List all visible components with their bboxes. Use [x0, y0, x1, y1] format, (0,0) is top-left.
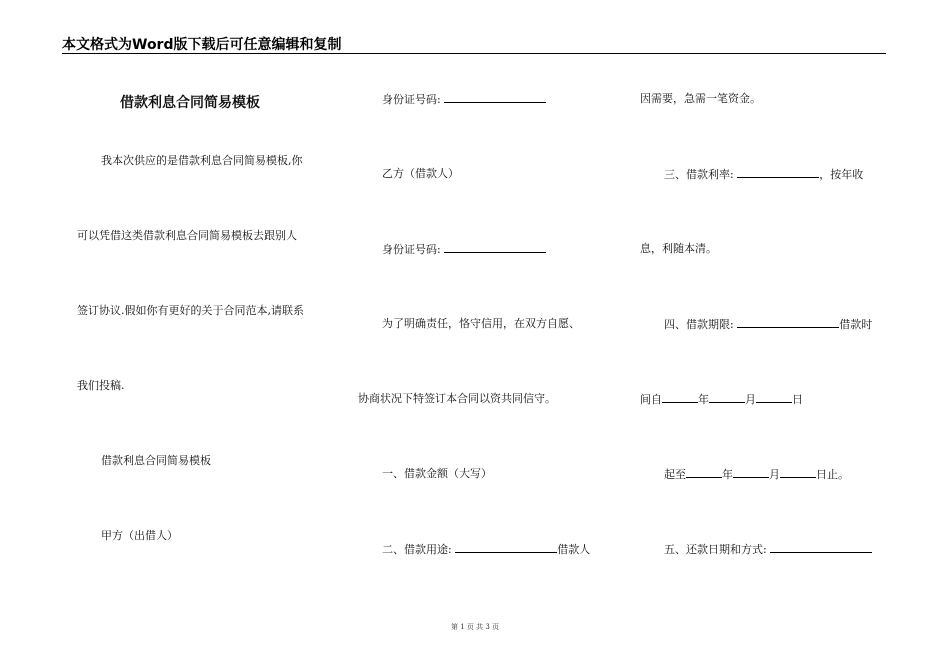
- col2-line-6: 一、借款金额（大写）: [382, 467, 492, 480]
- col1-line-1: 我本次供应的是借款利息合同简易模板,你: [101, 154, 303, 167]
- purpose-blank: [455, 542, 557, 553]
- purpose-label: 二、借款用途:: [382, 543, 452, 556]
- borrower-word: 借款人: [557, 543, 591, 556]
- start-year-word: 年: [698, 393, 709, 406]
- repayment-label: 五、还款日期和方式:: [664, 543, 767, 556]
- col1-line-2: 可以凭借这类借款利息合同简易模板去跟别人: [77, 229, 297, 242]
- document-header: 本文格式为Word版下载后可任意编辑和复制: [62, 37, 342, 53]
- id-number-blank-1: [444, 92, 546, 103]
- rate-label: 三、借款利率:: [664, 168, 734, 181]
- id-number-label-2: 身份证号码:: [382, 243, 441, 256]
- col2-line-5: 协商状况下特签订本合同以资共同信守。: [358, 392, 556, 405]
- rate-blank: [737, 167, 819, 178]
- col1-line-5: 借款利息合同简易模板: [101, 454, 211, 467]
- col3-line-6: [664, 467, 849, 482]
- col3-line-7: [664, 542, 872, 557]
- col3-line-5: [640, 392, 803, 407]
- col3-line-2: [664, 167, 863, 182]
- end-day-blank: [780, 467, 816, 478]
- col3-line-1: 因需要，急需一笔资金。: [640, 92, 761, 105]
- rate-suffix: ，按年收: [819, 168, 864, 181]
- col1-line-3: 签订协议.假如你有更好的关于合同范本,请联系: [77, 304, 304, 317]
- col2-line-3: [382, 242, 546, 257]
- col2-line-4: 为了明确责任，恪守信用，在双方自愿、: [382, 317, 580, 330]
- start-month-word: 月: [745, 393, 756, 406]
- col3-line-4: [664, 317, 872, 332]
- end-month-blank: [733, 467, 769, 478]
- term-label: 四、借款期限:: [664, 318, 734, 331]
- end-year-blank: [686, 467, 722, 478]
- end-month-word: 月: [769, 468, 780, 481]
- start-day-word: 日: [792, 393, 803, 406]
- end-year-word: 年: [722, 468, 733, 481]
- start-label: 间自: [640, 393, 662, 406]
- col3-line-3: 息，利随本清。: [640, 242, 717, 255]
- repayment-blank: [770, 542, 872, 553]
- page-number: 第 1 页 共 3 页: [450, 623, 500, 631]
- col2-line-1: [382, 92, 546, 107]
- id-number-label-1: 身份证号码:: [382, 93, 441, 106]
- col1-line-6: 甲方（出借人）: [101, 529, 178, 542]
- start-day-blank: [756, 392, 792, 403]
- col2-line-2: 乙方（借款人）: [382, 167, 459, 180]
- col1-line-4: 我们投稿.: [77, 379, 125, 392]
- start-month-blank: [709, 392, 745, 403]
- id-number-blank-2: [444, 242, 546, 253]
- term-suffix: 借款时: [839, 318, 873, 331]
- col2-line-7: [382, 542, 590, 557]
- term-blank: [737, 317, 839, 328]
- end-label: 起至: [664, 468, 686, 481]
- document-title: 借款利息合同简易模板: [120, 95, 260, 111]
- start-year-blank: [662, 392, 698, 403]
- end-day-word: 日止。: [816, 468, 849, 481]
- header-divider: [62, 53, 886, 54]
